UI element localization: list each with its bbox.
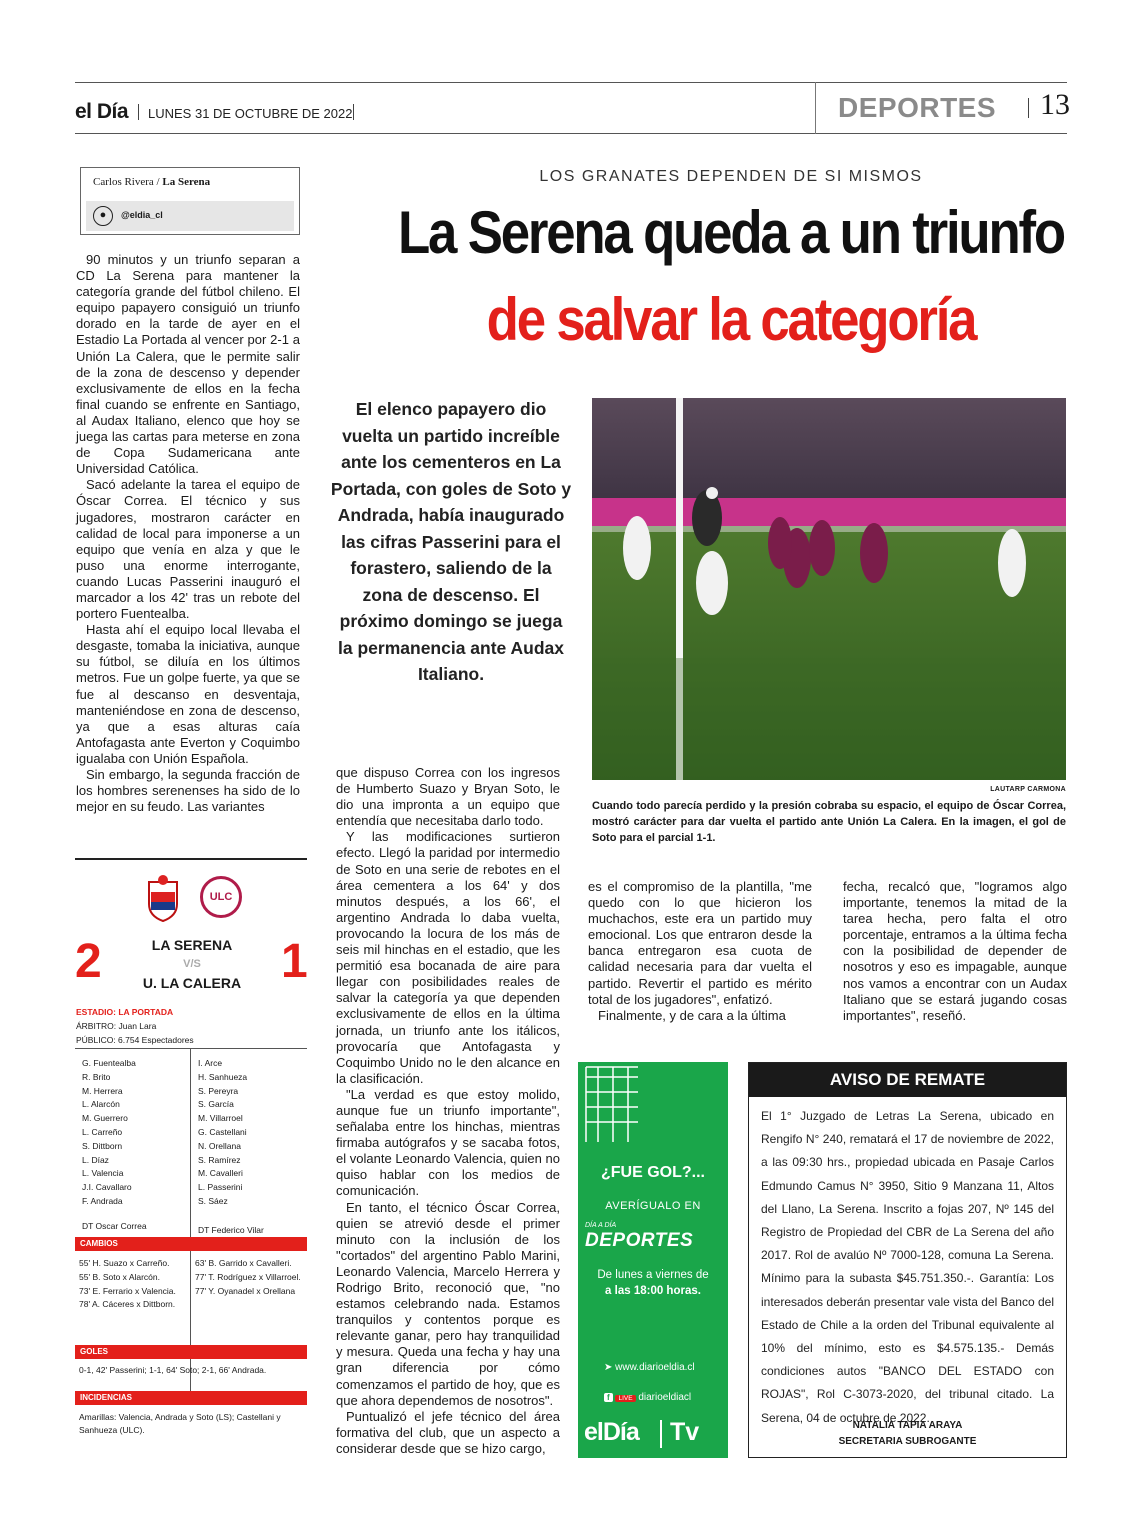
home-team: LA SERENA <box>151 937 233 953</box>
paragraph: Finalmente, y de cara a la última <box>598 1007 786 1023</box>
incidents-header: INCIDENCIAS <box>75 1391 307 1405</box>
article-column-1 <box>76 252 300 815</box>
article-column-3 <box>588 879 812 1024</box>
photo-caption: Cuando todo parecía perdido y la presión cobraba su espacio, el equipo de Óscar Correa, mostró carácter para dar vuelta el partido ante Unión La Calera. En la imagen, el gol de Soto para el parcial 1-1. <box>592 800 1066 844</box>
attendance-line: PÚBLICO: 6.754 Espectadores <box>76 1035 194 1045</box>
signer-name: NATALIA TAPIA ARAYA <box>852 1420 963 1431</box>
author-box <box>80 167 300 235</box>
paragraph: Sacó adelante la tarea el equipo de Óscar Correa. El técnico y sus jugadores, mostraron carácter en calidad de local para imponerse a un equipo que venía en alza y que le puso una enorme interrogante, cuando Lucas Passerini inauguró el marcador a los 42' tras un rebote del portero Fuentealba. <box>76 477 300 622</box>
paragraph: Puntualizó el jefe técnico del área formativa del club, que un aspecto a considerar desde que se hizo cargo, <box>336 1408 560 1456</box>
header-separator <box>138 104 139 120</box>
player: H. Sanhueza <box>198 1071 248 1082</box>
changes-header: CAMBIOS <box>75 1237 307 1251</box>
paragraph: Sin embargo, la segunda fracción de los hombres serenenses ha sido de lo mejor en su feudo. Las variantes <box>76 767 300 815</box>
promo-schedule: De lunes a viernes de <box>597 1269 709 1281</box>
substitution: 63' B. Garrido x Cavalleri. <box>195 1258 292 1268</box>
away-team: U. LA CALERA <box>142 975 242 991</box>
player: G. Castellani <box>198 1126 247 1137</box>
promo-web[interactable]: ➤ www.diarioeldia.cl <box>604 1362 695 1373</box>
teams-block <box>127 936 257 993</box>
paragraph: fecha, recalcó que, "logramos algo importante, tenemos la mitad de la tarea hecha, pero falta el otro porcentaje, entramos a la última fecha con la posibilidad de depender de nosotros y eso es impagable, aunque nos vamos a encontrar con un Audax Italiano que se estará jugando cosas importantes", reseñó. <box>843 879 1067 1023</box>
twitter-handle[interactable]: @eldia_cl <box>121 210 163 220</box>
substitution: 55' B. Soto x Alarcón. <box>79 1271 161 1282</box>
twitter-icon: ● <box>93 206 113 226</box>
player: S. Pereyra <box>198 1085 239 1096</box>
box-rule <box>75 858 307 860</box>
player: L. Carreño <box>82 1126 123 1137</box>
author-byline: Carlos Rivera / La Serena <box>93 176 211 188</box>
la-serena-crest-icon <box>145 874 181 922</box>
substitution: 55' H. Suazo x Carreño. <box>79 1258 170 1268</box>
auction-notice-body: El 1° Juzgado de Letras La Serena, ubicado en Rengifo N° 240, rematará el 17 de noviembre de 2022, a las 09:30 hrs., propiedad ubicada en Pasaje Carlos Edmundo Camus N° 3950, Sitio 9 Manzana 11, Altos del Llano, La Serena. Inscrito a fojas 207, Nº 145 del Registro de Propiedad del CBR de La Serena del año 2017. Rol de avalúo Nº 7000-128, comuna La Serena. Mínimo para la subasta $45.751.350.-. Garantía: Los interesados deberán presentar vale vista del Banco del Estado de Chile a la orden del Tribunal equivalente al 10% del mínimo, esto es $4.575.135.- Demás condiciones autos "BANCO DEL ESTADO con ROJAS", Rol C-3073-2020, del tribunal citado. La Serena, 04 de octubre de 2022. <box>761 1109 1054 1425</box>
header-top-rule <box>75 82 1067 83</box>
auction-notice-signature <box>749 1418 1066 1450</box>
home-lineup <box>82 1057 136 1209</box>
header-section-divider <box>815 82 816 134</box>
player: L. Díaz <box>82 1154 109 1165</box>
auction-notice <box>748 1062 1067 1458</box>
twitter-strip <box>86 201 294 231</box>
promo-web-text: www.diarioeldia.cl <box>615 1362 695 1373</box>
player: N. Orellana <box>198 1140 241 1151</box>
home-score: 2 <box>75 935 102 988</box>
page-number: 13 <box>1040 88 1070 121</box>
substitution: 73' E. Ferrario x Valencia. <box>79 1285 176 1296</box>
article-column-2 <box>336 765 560 1457</box>
article-column-4 <box>843 879 1067 1024</box>
away-score: 1 <box>281 935 308 988</box>
signer-role: SECRETARIA SUBROGANTE <box>838 1436 977 1447</box>
player: S. Dittborn <box>82 1140 123 1151</box>
player: M. Herrera <box>82 1085 123 1096</box>
promo-footer-divider <box>660 1420 662 1448</box>
promo-footer-tv: Tv <box>670 1418 700 1446</box>
player: S. Sáez <box>198 1195 228 1206</box>
player: M. Cavalleri <box>198 1168 243 1179</box>
live-badge: LIVE <box>615 1395 635 1402</box>
promo-live[interactable] <box>604 1392 691 1403</box>
promo-brand-small: DÍA A DÍA <box>585 1222 617 1229</box>
player: J.I. Cavallaro <box>82 1182 132 1193</box>
article-lead: El elenco papayero dio vuelta un partido increíble ante los cementeros en La Portada, con goles de Soto y Andrada, había inaugurado las cifras Passerini para el forastero, saliendo de la zona de descenso. El próximo domingo se juega la permanencia ante Audax Italiano. <box>330 399 572 684</box>
paragraph: 90 minutos y un triunfo separan a CD La Serena para mantener la categoría grande del fútbol chileno. El equipo papayero consiguió un triunfo dorado en la tarde de ayer en el Estadio La Portada al vencer por 2-1 a Unión La Calera, que le permite salir de la zona de descenso y depender exclusivamente de ellos en la fecha final cuando se enfrente en Santiago, al Audax Italiano, elenco que hoy se juega las cartas para meterse en zona de Copa Sudamericana ante Universidad Católica. <box>76 252 300 477</box>
newspaper-logo: el Día <box>75 100 129 123</box>
facebook-icon: f <box>604 1393 613 1402</box>
match-photo-illustration <box>592 398 1066 780</box>
away-coach: DT Federico Vilar <box>198 1225 264 1235</box>
paragraph: Y las modificaciones surtieron efecto. Llegó la paridad por intermedio de Soto en una serie de rebotes en el área cementera a los 64' y dos minutos después, a los 66', el argentino Andrada lo daba vuelta, provocando la locura de los más de seis mil hinchas en el estadio, que les permitió esa bocanada de aire para llegar con posibilidades reales de salvar la categoría ya que dependen exclusivamente de ellos en la última jornada, un triunfo ante los itálicos, provocaría que Antofagasta y Coquimbo Unido no le den alcance en la clasificación. <box>336 829 560 1086</box>
match-summary-box <box>75 858 307 1440</box>
header-bottom-rule <box>75 133 1067 134</box>
player: S. García <box>198 1099 234 1110</box>
player: R. Brito <box>82 1071 111 1082</box>
la-calera-badge-text: ULC <box>209 891 233 903</box>
goals-line: 0-1, 42' Passerini; 1-1, 64' Soto; 2-1, 66' Andrada. <box>79 1365 267 1375</box>
promo-social-handle: diarioeldiacl <box>638 1392 692 1403</box>
player: M. Guerrero <box>82 1113 128 1124</box>
player: I. Arce <box>198 1058 223 1068</box>
soccer-goal-icon <box>578 1062 728 1152</box>
promo-brand: DEPORTES <box>585 1230 694 1251</box>
stadium-name: LA PORTADA <box>118 1007 174 1017</box>
away-changes <box>195 1257 301 1298</box>
away-lineup <box>198 1057 247 1209</box>
substitution: 78' A. Cáceres x Dittborn. <box>79 1299 176 1310</box>
player: S. Ramírez <box>198 1154 241 1165</box>
home-coach: DT Oscar Correa <box>82 1221 147 1231</box>
incidents-line: Amarillas: Valencia, Andrada y Soto (LS); Castellani y Sanhueza (ULC). <box>79 1412 281 1435</box>
auction-notice-title: AVISO DE REMATE <box>749 1063 1066 1097</box>
player: F. Andrada <box>82 1195 123 1206</box>
article-kicker: LOS GRANATES DEPENDEN DE SI MISMOS <box>539 168 923 185</box>
match-photo <box>592 398 1066 780</box>
issue-date: LUNES 31 DE OCTUBRE DE 2022 <box>148 106 353 121</box>
article-title-line2: de salvar la categoría <box>486 286 976 353</box>
promo-time: a las 18:00 horas. <box>605 1285 701 1297</box>
photo-credit: LAUTARP CARMONA <box>990 786 1066 793</box>
promo-find-out: AVERÍGUALO EN <box>605 1200 701 1212</box>
section-name: DEPORTES <box>838 92 997 123</box>
author-name: Carlos Rivera <box>93 176 154 188</box>
paragraph: Hasta ahí el equipo local llevaba el desgaste, tomaba la iniciativa, aunque su fútbol, se diluía en los últimos metros. Fue un golpe fuerte, ya que se fue al descanso en desventaja, manteniéndose en zona de descenso, ya que a esas alturas caía Antofagasta ante Everton y Coquimbo igualaba con Unión Española. <box>76 622 300 766</box>
player: L. Passerini <box>198 1182 243 1193</box>
paragraph: que dispuso Correa con los ingresos de Humberto Suazo y Bryan Soto, le dio una impronta a un equipo que entendía que necesitaba darlo todo. <box>336 765 560 829</box>
stadium-label: ESTADIO: <box>76 1007 116 1017</box>
player: L. Alarcón <box>82 1099 120 1110</box>
player: L. Valencia <box>82 1168 124 1179</box>
article-title-line1: La Serena queda a un triunfo <box>398 199 1064 266</box>
header-separator <box>353 104 354 120</box>
header-separator <box>1028 98 1029 118</box>
promo-question: ¿FUE GOL?... <box>601 1164 705 1181</box>
stadium-line <box>76 1006 173 1020</box>
versus-label: V/S <box>183 958 201 970</box>
referee-line: ÁRBITRO: Juan Lara <box>76 1021 157 1031</box>
la-calera-crest-icon <box>200 876 242 918</box>
box-rule <box>75 1048 307 1049</box>
deportes-promo[interactable] <box>578 1062 728 1458</box>
paragraph: es el compromiso de la plantilla, "me quedo con lo que hicieron los muchachos, este era un partido muy emocional. Los que entraron desde la banca entregaron esa cuota de calidad necesaria para dar vuelta el partido. Revertir el partido es mérito total de los jugadores", enfatizó. <box>588 879 812 1007</box>
player: G. Fuentealba <box>82 1058 136 1068</box>
author-location: La Serena <box>162 176 211 188</box>
home-changes <box>79 1257 176 1312</box>
goals-header: GOLES <box>75 1345 307 1359</box>
paragraph: En tanto, el técnico Óscar Correa, quien se atrevió desde el primer minuto con la inclusión de los "cortados" del argentino Pablo Marini, Leonardo Valencia, Marcelo Herrera y Rodrigo Brito, reconoció que, "no estamos celebrando nada. Estamos tranquilos y contentos porque es relevante ganar, pero hay tranquilidad y mesura. Queda una fecha y hay una gran diferencia por cómo comenzamos el partido de hoy, que es que ahora dependemos de nosotros". <box>336 1199 560 1408</box>
paragraph: "La verdad es que estoy molido, aunque fue un triunfo importante", señalaba entre los hinchas, mientras firmaba autógrafos y se sacaba fotos, el volante Leonardo Valencia, quien no quiso hablar con los medios de comunicación. <box>336 1086 560 1199</box>
substitution: 77' Y. Oyanadel x Orellana <box>195 1285 296 1296</box>
player: M. Villarroel <box>198 1113 243 1124</box>
promo-footer-logo: elDía <box>584 1418 639 1446</box>
substitution: 77' T. Rodríguez x Villarroel. <box>195 1271 301 1282</box>
